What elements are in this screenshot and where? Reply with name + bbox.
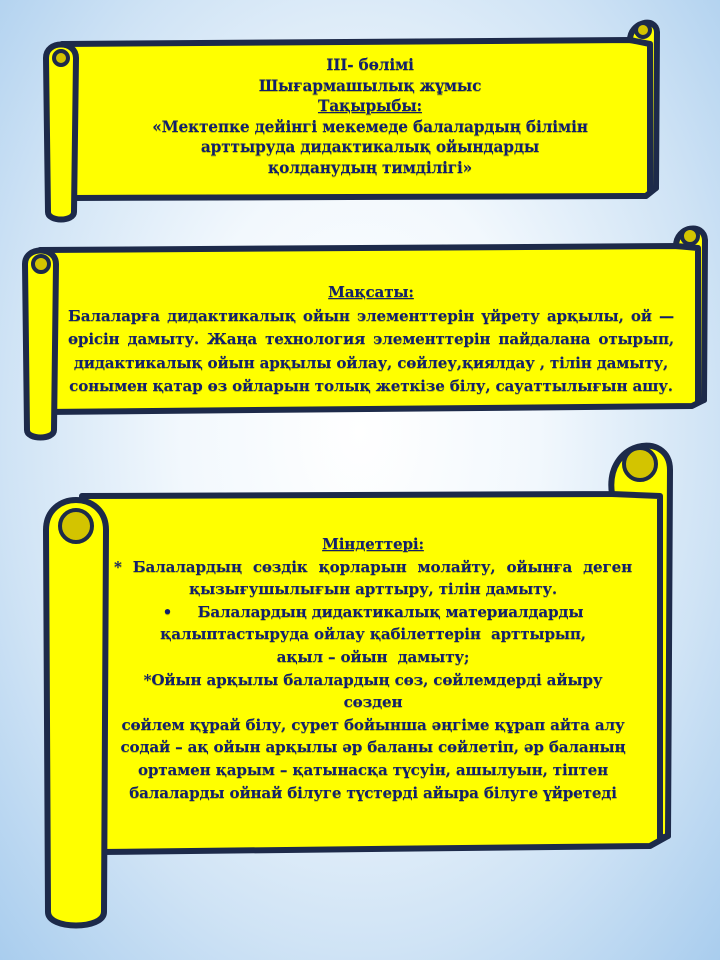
goal-block xyxy=(68,281,674,399)
task-line: балаларды ойнай білуге түстерді айыра білуге үйретеді xyxy=(129,783,617,802)
section-part: ІІІ- бөлімі xyxy=(326,56,414,74)
title-block xyxy=(110,55,630,178)
goal-line: өрісін дамыту. Жаңа технология элементтерін пайдалана отырып, xyxy=(68,330,674,348)
goal-line: сонымен қатар өз ойларын толық жеткізе білу, сауаттылығын ашу. xyxy=(69,377,673,395)
work-type: Шығармашылық жұмыс xyxy=(258,76,482,95)
task-line: сөйлем құрай білу, сурет бойынша әңгіме құрап айта алу xyxy=(121,715,625,734)
goal-line: Балаларға дидактикалық ойын элементтерін үйрету арқылы, ой — xyxy=(68,306,674,325)
task-line: қызығушылығын арттыру, тілін дамыту. xyxy=(189,580,557,599)
tasks-block xyxy=(114,533,632,804)
topic-line: қолданудың тимділігі» xyxy=(267,158,473,177)
goal-label: Мақсаты: xyxy=(328,283,414,301)
task-line: * Балалардың сөздік қорларын молайту, ойынға деген xyxy=(114,557,632,576)
task-line: қалыптастыруда ойлау қабілеттерін арттырып, xyxy=(160,625,586,644)
task-line: ақыл – ойын дамыту; xyxy=(276,647,470,666)
topic-line: «Мектепке дейінгі мекемеде балалардың білімін xyxy=(152,117,588,136)
topic-label: Тақырыбы: xyxy=(317,97,423,115)
topic-line: арттыруда дидактикалық ойындарды xyxy=(200,138,540,156)
task-line: *Ойын арқылы балалардың сөз, сөйлемдерді айыру сөзден xyxy=(143,670,603,712)
goal-line: дидактикалық ойын арқылы ойлау, сөйлеу,қиялдау , тілін дамыту, xyxy=(73,353,669,372)
task-line: • Балалардың дидактикалық материалдарды xyxy=(162,602,584,621)
tasks-label: Міндеттері: xyxy=(322,535,424,553)
task-line: ортамен қарым – қатынасқа түсуін, ашылуын, тіптен xyxy=(137,760,609,779)
task-line: содай – ақ ойын арқылы әр баланы сөйлетіп, әр баланың xyxy=(120,738,626,757)
